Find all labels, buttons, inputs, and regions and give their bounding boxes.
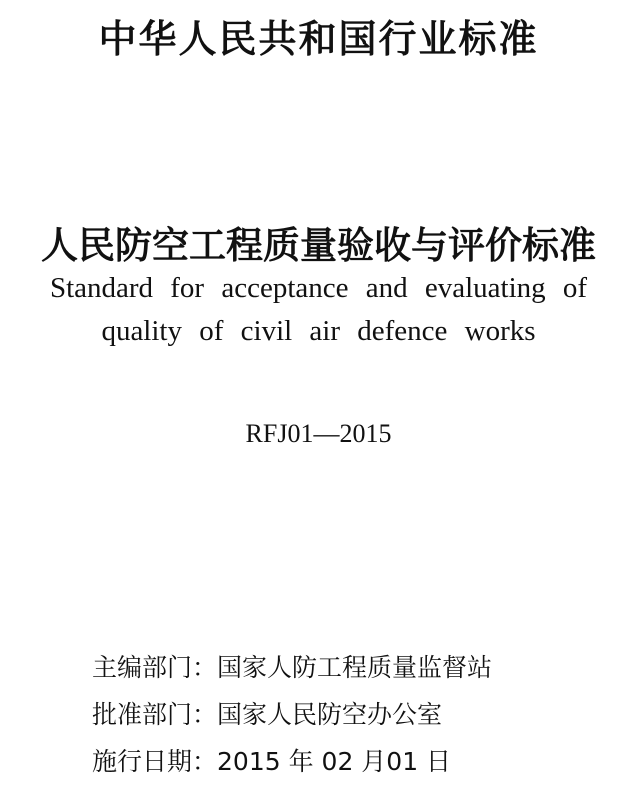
standard-title-english-line-2: quality of civil air defence works bbox=[101, 315, 536, 347]
editor-department-row bbox=[92, 648, 492, 684]
editor-department-value: 国家人防工程质量监督站 bbox=[217, 653, 493, 682]
effective-date-row bbox=[92, 742, 451, 778]
effective-date-label: 施行日期： bbox=[92, 747, 218, 776]
standard-title-english-line-1: Standard for acceptance and evaluating of bbox=[49, 272, 588, 304]
industry-standard-heading: 中华人民共和国行业标准 bbox=[98, 17, 539, 61]
standard-title-chinese: 人民防空工程质量验收与评价标准 bbox=[41, 224, 596, 267]
editor-department-label: 主编部门： bbox=[92, 653, 218, 682]
standard-code: RFJ01—2015 bbox=[245, 419, 392, 448]
approving-department-value: 国家人民防空办公室 bbox=[217, 700, 443, 729]
approving-department-label: 批准部门： bbox=[92, 700, 218, 729]
effective-date-value: 2015 年 02 月01 日 bbox=[217, 747, 452, 776]
approving-department-row bbox=[92, 695, 442, 731]
